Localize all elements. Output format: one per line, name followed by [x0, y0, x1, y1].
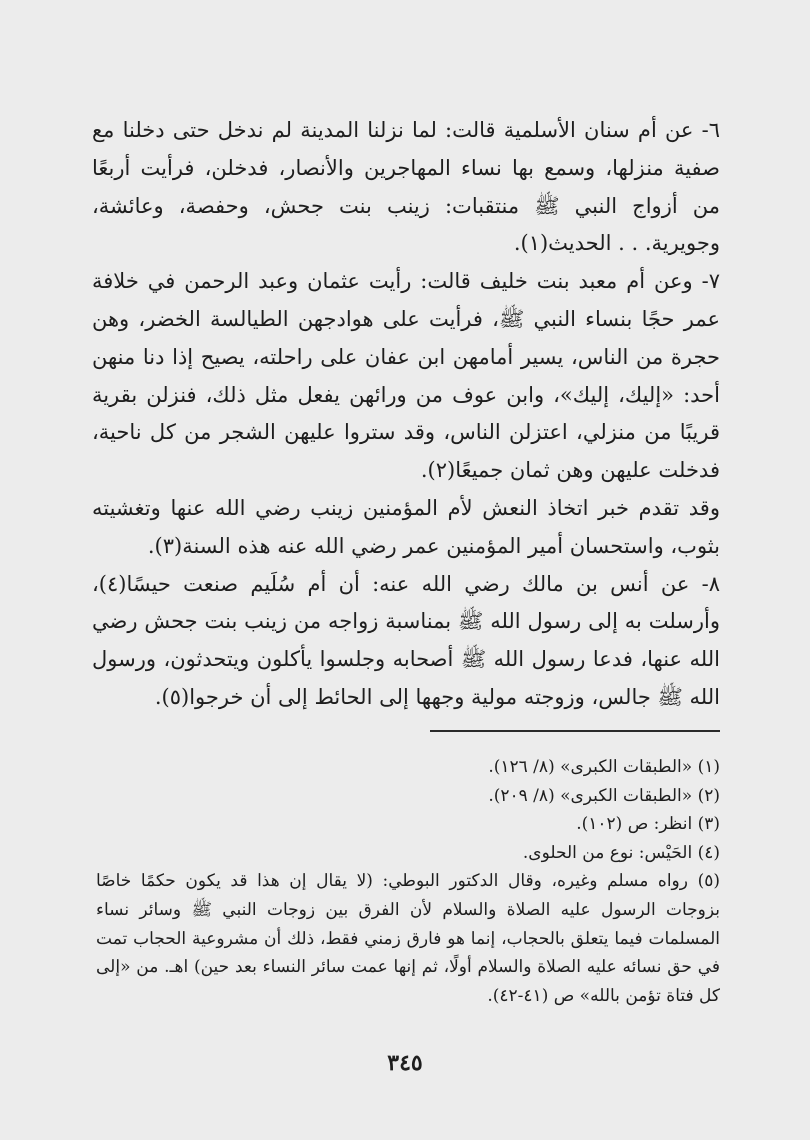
- footnote-2: (٢) «الطبقات الكبرى» (٨/ ٢٠٩).: [488, 785, 720, 806]
- paragraph-8: ٨- عن أنس بن مالك رضي الله عنه: أن أم سُلَيم صنعت حيسًا(٤)، وأرسلت به إلى رسول الله ﷺ بمناسبة زواجه من زينب بنت جحش رضي الله عنها، فدعا رسول الله ﷺ أصحابه وجلسوا يأكلون ويتحدثون، ورسول الله ﷺ جالس، وزوجته مولية وجهها إلى الحائط إلى أن خرجوا(٥).: [92, 571, 720, 709]
- footnote-5: (٥) رواه مسلم وغيره، وقال الدكتور البوطي: (لا يقال إن هذا قد يكون حكمًا خاصًا بزوجات الرسول عليه الصلاة والسلام لأن الفرق بين زوجات النبي ﷺ وسائر نساء المسلمات فيما يتعلق بالحجاب، إنما هو فارق زمني فقط، ذلك أن مشروعية الحجاب تمت في حق نسائه عليه الصلاة والسلام أولًا، ثم إنها عمت سائر النساء بعد حين) اهـ. من «إلى كل فتاة تؤمن بالله» ص (٤١-٤٢).: [96, 871, 720, 1006]
- footnote-4: (٤) الحَيْس: نوع من الحلوى.: [522, 842, 720, 863]
- main-text: [92, 112, 720, 717]
- footnote-1: (١) «الطبقات الكبرى» (٨/ ١٢٦).: [488, 757, 720, 777]
- page-number: ٣٤٥: [387, 1050, 423, 1076]
- paragraph-7: ٧- وعن أم معبد بنت خليف قالت: رأيت عثمان وعبد الرحمن في خلافة عمر حجًا بنساء النبي ﷺ، فرأيت على هوادجهن الطيالسة الخضر، وهن حجرة من الناس، يسير أمامهن ابن عفان على راحلته، يصيح إذا دنا منهن أحد: «إليك، إليك»، وابن عوف من ورائهن يفعل مثل ذلك، فنزلن بقرية قريبًا من منزلي، اعتزلن الناس، وقد ستروا عليهن الشجر من كل ناحية، فدخلت عليهن وهن ثمان جميعًا(٢).: [92, 269, 720, 483]
- paragraph-bier: وقد تقدم خبر اتخاذ النعش لأم المؤمنين زينب رضي الله عنها وتغشيته بثوب، واستحسان أمير المؤمنين عمر رضي الله عنه هذه السنة(٣).: [92, 495, 720, 558]
- footnotes: [96, 753, 720, 1010]
- footnote-separator: [430, 730, 720, 732]
- paragraph-6: ٦- عن أم سنان الأسلمية قالت: لما نزلنا المدينة لم ندخل حتى دخلنا مع صفية منزلها، وسمع بها نساء المهاجرين والأنصار، فدخلن، فرأيت أربعًا من أزواج النبي ﷺ منتقبات: زينب بنت جحش، وحفصة، وعائشة، وجويرية. . . الحديث(١).: [92, 118, 720, 256]
- footnote-3: (٣) انظر: ص (١٠٢).: [576, 814, 720, 835]
